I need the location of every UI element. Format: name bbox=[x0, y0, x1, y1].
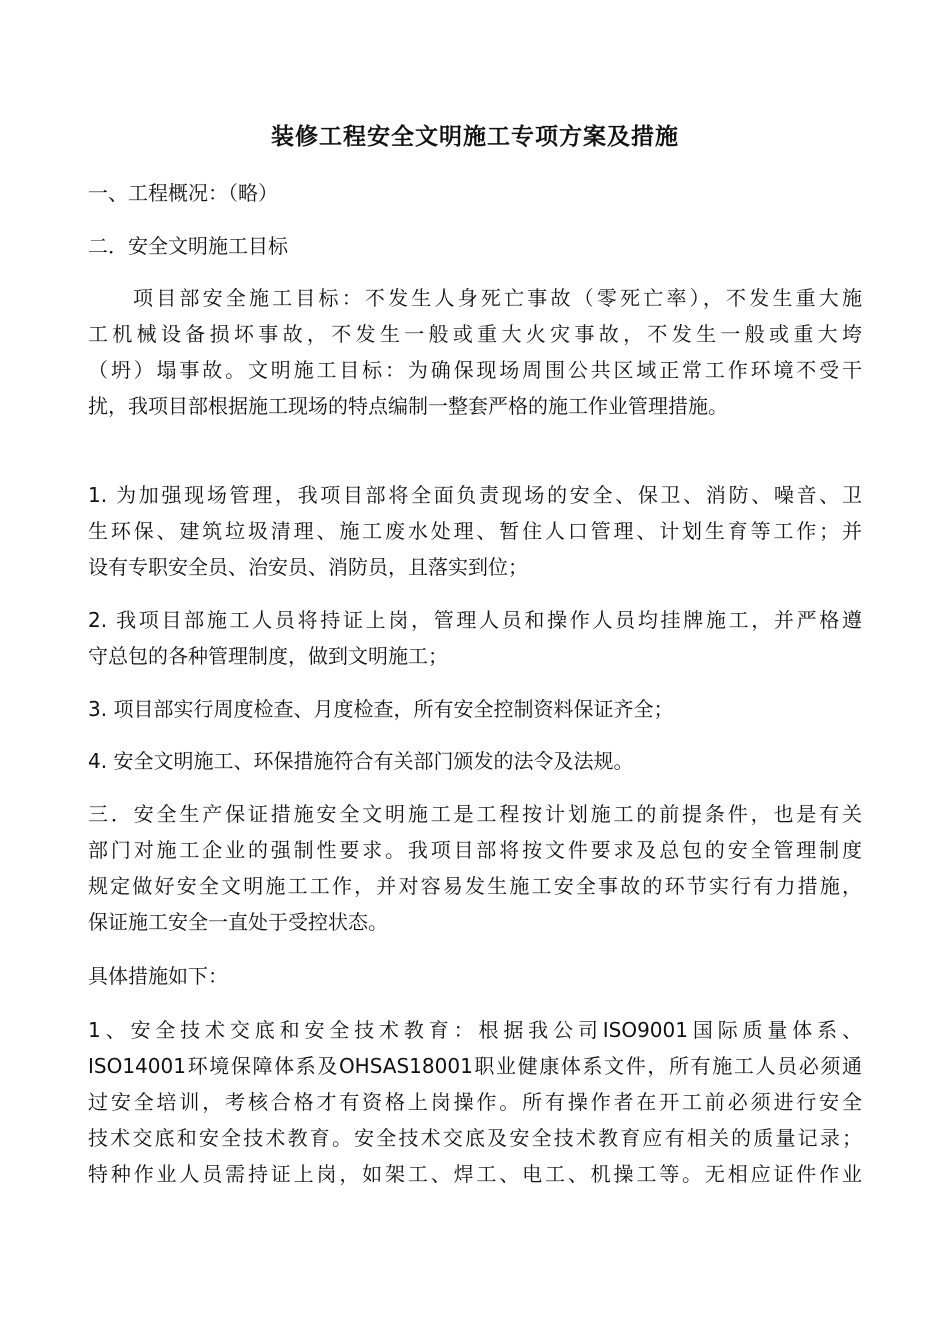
section-3-line: 保证施工安全一直处于受控状态。 bbox=[88, 910, 388, 934]
measures-intro: 具体措施如下： bbox=[88, 964, 228, 988]
goal-paragraph-line: （坍）塌事故。文明施工目标：为确保现场周围公共区域正常工作环境不受干 bbox=[88, 358, 862, 382]
measure-1-line: 1、安全技术交底和安全技术教育：根据我公司ISO9001国际质量体系、 bbox=[88, 1018, 862, 1042]
section-3-line: 规定做好安全文明施工工作，并对容易发生施工安全事故的环节实行有力措施， bbox=[88, 874, 862, 898]
section-heading-overview: 一、工程概况：（略） bbox=[88, 181, 278, 205]
section-heading-goals: 二．安全文明施工目标 bbox=[88, 234, 288, 258]
item-1-line: 1. 为加强现场管理，我项目部将全面负责现场的安全、保卫、消防、噪音、卫 bbox=[88, 483, 862, 507]
goal-paragraph-line: 项目部安全施工目标：不发生人身死亡事故（零死亡率），不发生重大施 bbox=[133, 286, 862, 310]
goal-paragraph-line: 工机械设备损坏事故，不发生一般或重大火灾事故，不发生一般或重大垮 bbox=[88, 322, 862, 346]
item-2-line: 2. 我项目部施工人员将持证上岗，管理人员和操作人员均挂牌施工，并严格遵 bbox=[88, 608, 862, 632]
item-2-line: 守总包的各种管理制度，做到文明施工； bbox=[88, 644, 448, 668]
section-3-line: 部门对施工企业的强制性要求。我项目部将按文件要求及总包的安全管理制度 bbox=[88, 838, 862, 862]
measure-1-line: ISO14001环境保障体系及OHSAS18001职业健康体系文件，所有施工人员必须通 bbox=[88, 1054, 862, 1078]
section-3-line: 三．安全生产保证措施安全文明施工是工程按计划施工的前提条件，也是有关 bbox=[88, 802, 862, 826]
item-4: 4. 安全文明施工、环保措施符合有关部门颁发的法令及法规。 bbox=[88, 749, 634, 773]
measure-1-line: 特种作业人员需持证上岗，如架工、焊工、电工、机操工等。无相应证件作业 bbox=[88, 1162, 862, 1186]
measure-1-line: 技术交底和安全技术教育。安全技术交底及安全技术教育应有相关的质量记录； bbox=[88, 1126, 862, 1150]
measure-1-line: 过安全培训，考核合格才有资格上岗操作。所有操作者在开工前必须进行安全 bbox=[88, 1090, 862, 1114]
document-title: 装修工程安全文明施工专项方案及措施 bbox=[271, 124, 679, 150]
item-1-line: 生环保、建筑垃圾清理、施工废水处理、暂住人口管理、计划生育等工作；并 bbox=[88, 519, 862, 543]
item-3: 3. 项目部实行周度检查、月度检查，所有安全控制资料保证齐全； bbox=[88, 697, 674, 721]
item-1-line: 设有专职安全员、治安员、消防员，且落实到位； bbox=[88, 555, 528, 579]
goal-paragraph-line: 扰，我项目部根据施工现场的特点编制一整套严格的施工作业管理措施。 bbox=[88, 394, 728, 418]
